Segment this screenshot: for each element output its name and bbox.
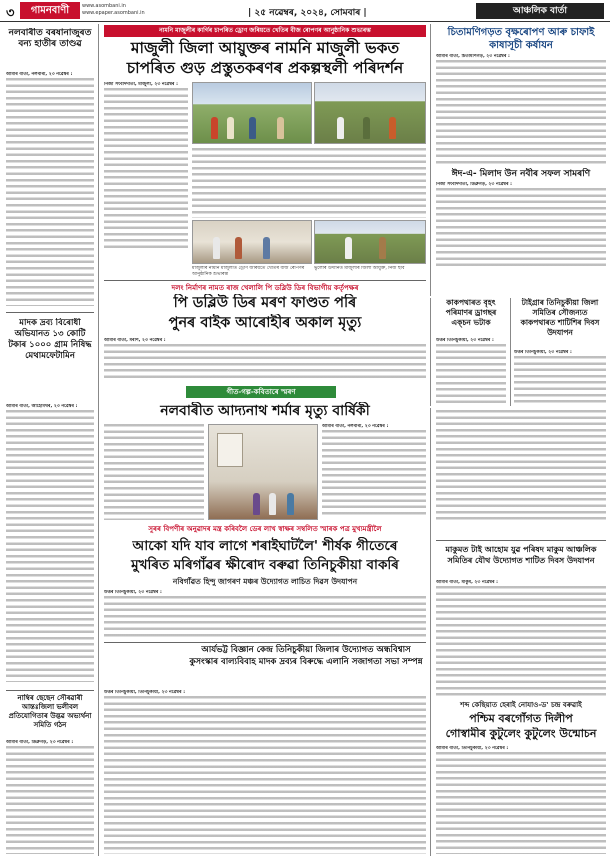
story-headline: মাজুলী জিলা আয়ুক্তৰ নামনি মাজুলী ভকত: [130, 39, 400, 57]
person-figure: [235, 237, 242, 259]
story-lead: আমাৰ বাৰ্তা, নলবাৰী, ২৩ নৱেম্বৰ :: [6, 72, 73, 77]
body-text: [104, 88, 188, 250]
story-body: [6, 404, 94, 684]
photo-caption: মাজুলীৰ নামনি মাজুলীত ড্ৰোণ জৰিয়তে খেতিৰ বীজ ৰোপণৰ আনুষ্ঠানিক শুভাৰম্ভ: [192, 266, 305, 277]
story-body: [436, 338, 506, 406]
story-lead: আমাৰ বাৰ্তা, আহোমথৰ, ২৩ নৱেম্বৰ :: [6, 404, 78, 409]
newspaper-logo: গামনবাণী: [20, 2, 80, 19]
news-photo: [314, 220, 426, 264]
story-headline: কাকপথাৰত বৃহৎ পৰিমাণৰ ড্ৰাগছৰ এক্‌চন ভটাক: [445, 298, 497, 327]
story-subheadline: নবিগাঁৱত হিন্দু জাগৰণ মঞ্চৰ উদ্যোগত লাচিত দিৱস উদযাপন: [172, 577, 358, 586]
story-headline: চাপৰিত গুড় প্ৰস্তুতকৰণৰ প্ৰকল্পস্থলী পৰিদৰ্শন: [126, 59, 404, 77]
story-body: [104, 690, 426, 856]
column-divider: [430, 408, 431, 700]
story-divider: [104, 642, 426, 643]
news-photo: [208, 424, 318, 520]
body-text: [6, 410, 94, 682]
story-headline: টাইগ্ৰাৰ তিনিচুকীয়া জিলা সমিতিৰ সৌজন্যত কাকপথাৰত শাটিশিৰ দিবস উদযাপন: [520, 298, 600, 337]
person-figure: [363, 117, 370, 139]
body-text: [436, 586, 606, 698]
body-text: [104, 344, 426, 380]
body-text: [436, 188, 606, 266]
body-text: [322, 430, 426, 518]
column-divider: [430, 700, 431, 856]
story-headline: পশ্চিম বৰগোঁগত দিলীপ: [469, 712, 573, 725]
story-headline: নলবাৰীত আদ্যনাথ শৰ্মাৰ মৃত্যু বাৰ্ষিকী: [160, 403, 370, 419]
story-lead: নিজা সংবাদদাতা, ডিব্ৰুগড়, ২৩ নৱেম্বৰ :: [436, 182, 513, 187]
news-photo: [192, 82, 312, 144]
story-lead: আমাৰ বাৰ্তা, মাকুম, ২৩ নৱেম্বৰ :: [436, 580, 499, 585]
story-divider: [6, 690, 94, 691]
story-kicker: সুৰৰ বিপণীৰ অনুৱাদৰ মন্ত্ৰ কৰিবলৈ ডেৰ লাখ স্বাক্ষৰ সম্বলিত স্মাৰক পত্ৰ মুখ্যমন্ত্ৰীলৈ: [148, 525, 382, 533]
person-figure: [277, 117, 284, 139]
page-number: ৩: [6, 6, 15, 21]
story-headline: পুনৰ বাইক আৰোহীৰ অকাল মৃত্যু: [168, 315, 362, 331]
column-divider: [430, 298, 431, 406]
story-headline: নাম্বিৰ ছেছেন সৌৰৱাৰী আন্তঃজিলা ভলীবল প্ৰতিযোগিতাৰ উদ্ভৱ অভ্যৰ্থনা সমিতি গঠন: [8, 694, 92, 729]
portrait-frame: [217, 433, 243, 467]
section-label: আঞ্চলিক বাৰ্তা: [476, 3, 604, 19]
story-lead: উত্তৰ তিনিচুকীয়া, তিনিচুকীয়া, ২৩ নৱেম্বৰ :: [104, 690, 186, 695]
story-kicker: শব্দ কেছিয়াত হেৰাই নোযাও-ড' চন্দ্ৰ বৰুৱাই: [460, 701, 582, 709]
story-body: [436, 182, 606, 268]
story-divider: [436, 540, 606, 541]
story-body: [514, 350, 606, 406]
story-divider: [6, 312, 94, 313]
person-figure: [213, 237, 220, 259]
column-divider: [98, 24, 99, 856]
story-body: [436, 54, 606, 166]
story-lead: আমাৰ বাৰ্তা, ডিব্ৰুগড়, ২৩ নৱেম্বৰ :: [6, 740, 74, 745]
person-figure: [249, 117, 256, 139]
story-lead: আমাৰ বাৰ্তা, তিনিচুকীয়া, ২৩ নৱেম্বৰ :: [436, 746, 509, 751]
body-text: [104, 424, 204, 520]
person-figure: [345, 237, 352, 259]
story-body: [322, 424, 426, 520]
story-kicker: নামনি মাজুলীৰ কাৰ্গিৰ চাপৰিত ড্ৰোণ জৰিয়তে খেতিৰ বীজ ৰোপণৰ আনুষ্ঠানিক শুভাৰম্ভ: [104, 25, 426, 37]
news-photo: [314, 82, 426, 144]
story-body: [436, 410, 606, 520]
story-headline: আৰ্যভট্ট বিজ্ঞান কেন্দ্ৰ তিনিচুকীয়া জিলাৰ উদ্যোগত অন্ধবিশ্বাস কুসংস্কাৰ বাল্যবিবাহ মাদক দ্ৰব্যৰ বিৰুদ্ধে এলানি সজাগতা সভা সম্পন্ন: [189, 645, 423, 667]
person-figure: [263, 237, 270, 259]
dateline: | ২৫ নৱেম্বৰ, ২০২৪, সোমবাৰ |: [248, 8, 367, 18]
story-lead: আমাৰ বাৰ্তা, মৰাণ, ২৩ নৱেম্বৰ :: [104, 338, 166, 343]
body-text: [6, 746, 94, 854]
body-text: [436, 410, 606, 520]
story-body: [436, 580, 606, 700]
story-subheadline: ঈদ-এ- মিলাদ উন নবীৰ সফল সামৰণি: [451, 169, 591, 179]
story-body: [192, 148, 426, 218]
story-body: [436, 746, 606, 856]
story-headline: গোস্বামীৰ কুটুলেং কুটুলেং উন্মোচন: [445, 727, 597, 740]
story-headline: মাকুমত টাই আহোম যুৱ পৰিষদ মাকুম আঞ্চলিক সমিতিৰ যৌথ উদ্যোগত শাটিত দিবস উদযাপন: [445, 545, 597, 565]
person-figure: [211, 117, 218, 139]
story-kicker: গীত-গল্প-কবিতাৰে স্মৰণ: [186, 386, 336, 398]
story-body: [104, 338, 426, 382]
story-lead: উত্তৰ তিনিচুকীয়া, ২৩ নৱেম্বৰ :: [436, 338, 494, 343]
body-text: [436, 344, 506, 404]
masthead: [0, 0, 610, 22]
story-kicker: দলং নিৰ্মাণৰ নামত ৰাজ খেলালি পি ডব্লিউ ডিৰ বিভাগীয় কৰ্তৃপক্ষৰ: [171, 284, 359, 292]
story-lead: নিজা সংবাদদাতা, মাজুলী, ২৩ নৱেম্বৰ :: [104, 82, 178, 87]
column-divider: [430, 24, 431, 296]
person-figure: [269, 493, 276, 515]
story-lead: আমাৰ বাৰ্তা, নলবাৰী, ২৩ নৱেম্বৰ :: [322, 424, 389, 429]
story-divider: [104, 280, 426, 281]
story-lead: আমাৰ বাৰ্তা, চিতামণিগড়, ২৩ নৱেম্বৰ :: [436, 54, 510, 59]
website-text: www.asombani.in www.epaper.asombani.in: [82, 3, 145, 16]
person-figure: [287, 493, 294, 515]
story-headline: নলবাৰীত বৰষানাজুৰত বন্য হাতীৰ তাণ্ডৱ: [8, 28, 92, 49]
person-figure: [253, 493, 260, 515]
photo-caption: ভুলোৰ উদ্যানত মাজুলীৰ জিলা আয়ুক্ত, নিজ ছবি: [314, 266, 405, 271]
body-text: [436, 752, 606, 854]
story-headline: মাদক দ্ৰব্য বিৰোধী অভিযানত ১৩ কোটি টকাৰ ১০০০ গ্ৰাম নিষিদ্ধ মেথামফেটামিন: [8, 318, 92, 361]
story-body: [104, 424, 204, 520]
person-figure: [379, 237, 386, 259]
story-lead: উত্তৰ তিনিচুকীয়া, ২৩ নৱেম্বৰ :: [104, 590, 162, 595]
column-divider: [510, 298, 511, 406]
body-text: [104, 696, 426, 854]
story-body: [104, 590, 426, 640]
body-text: [104, 596, 426, 638]
person-figure: [389, 117, 396, 139]
story-body: [6, 72, 94, 308]
story-headline: চিতামণিগড়ত বৃক্ষৰোপণ আৰু চাফাই কাষাসূচী কৰ্ষাযন: [447, 27, 595, 51]
body-text: [436, 60, 606, 164]
story-lead: উত্তৰ তিনিচুকীয়া, ২৩ নৱেম্বৰ :: [514, 350, 572, 355]
story-headline: মুখৰিত মৰিগাঁৱৰ ক্ষীৰোদ বৰুৱা তিনিচুকীয়া বাকৰি: [131, 557, 399, 573]
person-figure: [227, 117, 234, 139]
person-figure: [337, 117, 344, 139]
story-headline: পি ডব্লিউ ডিৰ মৰণ ফাণ্ডত পৰি: [173, 295, 357, 311]
story-body: [104, 82, 188, 252]
news-photo: [192, 220, 312, 264]
story-headline: আকো যদি যাব লাগে শৰাইঘাটলৈ' শীৰ্ষক গীতেৰে: [132, 538, 398, 554]
body-text: [192, 148, 426, 218]
body-text: [6, 78, 94, 306]
body-text: [514, 356, 606, 404]
story-body: [6, 740, 94, 856]
